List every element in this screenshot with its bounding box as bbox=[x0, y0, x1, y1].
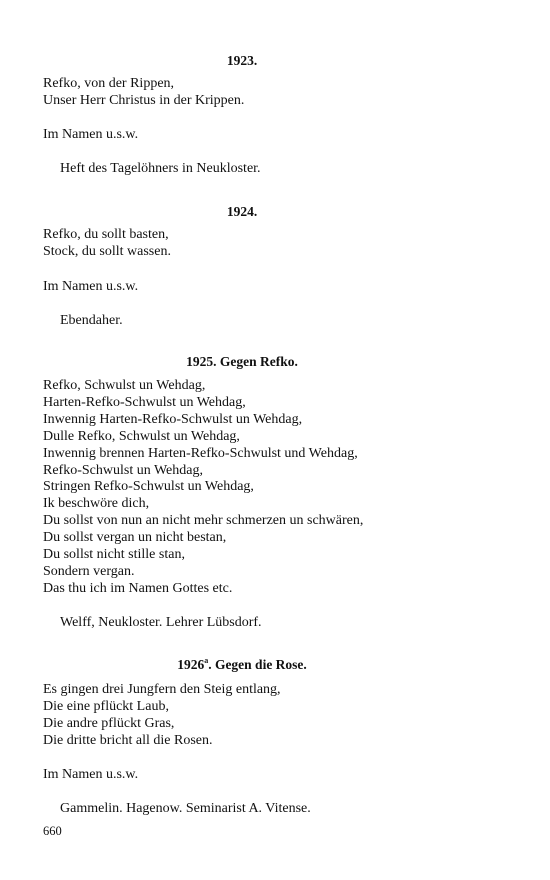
entry-heading-1926a bbox=[0, 656, 484, 673]
source-1924: Ebendaher. bbox=[60, 313, 123, 328]
verse-line: Harten-Refko-Schwulst un Wehdag, bbox=[43, 394, 246, 410]
entry-number: 1923. bbox=[226, 53, 258, 68]
formula-1926a: Im Namen u.s.w. bbox=[43, 767, 139, 782]
verse-line: Stringen Refko-Schwulst un Wehdag, bbox=[43, 479, 254, 495]
verse-line: Sondern vergan. bbox=[43, 563, 135, 579]
page-number: 660 bbox=[43, 824, 62, 838]
verse-line: Du sollst vergan un nicht bestan, bbox=[43, 530, 227, 546]
source-1926a: Gammelin. Hagenow. Seminarist A. Vitense. bbox=[60, 801, 311, 816]
verse-line: Refko-Schwulst un Wehdag, bbox=[43, 462, 203, 478]
verse-line: Du sollst nicht stille stan, bbox=[43, 547, 185, 563]
source-1925: Welff, Neukloster. Lehrer Lübsdorf. bbox=[60, 615, 262, 630]
entry-heading-1925 bbox=[0, 353, 484, 370]
verse-line: Du sollst von nun an nicht mehr schmerzen un schwären, bbox=[43, 513, 364, 529]
verse-line: Unser Herr Christus in der Krippen. bbox=[43, 92, 245, 108]
entry-heading-1924 bbox=[0, 203, 484, 220]
entry-number: 1924. bbox=[226, 204, 258, 219]
formula-1923: Im Namen u.s.w. bbox=[43, 127, 139, 142]
verse-line: Die andre pflückt Gras, bbox=[43, 715, 175, 731]
verse-line: Die eine pflückt Laub, bbox=[43, 698, 169, 714]
verse-line: Das thu ich im Namen Gottes etc. bbox=[43, 580, 233, 596]
verse-line: Ik beschwöre dich, bbox=[43, 496, 150, 512]
entry-number: 1925. bbox=[186, 354, 217, 369]
entry-number-superscript: a bbox=[204, 655, 209, 665]
verse-line: Refko, du sollt basten, bbox=[43, 227, 169, 242]
verse-line: Inwennig brennen Harten-Refko-Schwulst und Wehdag, bbox=[43, 445, 358, 461]
verse-line: Es gingen drei Jungfern den Steig entlang, bbox=[43, 682, 281, 697]
source-1923: Heft des Tagelöhners in Neukloster. bbox=[60, 161, 261, 176]
verse-1923 bbox=[43, 76, 244, 110]
entry-number: 1926 bbox=[177, 657, 205, 672]
verse-line: Refko, von der Rippen, bbox=[43, 76, 175, 91]
verse-1924 bbox=[43, 227, 171, 261]
verse-1926a bbox=[43, 682, 281, 750]
entry-title: Gegen Refko. bbox=[219, 354, 298, 369]
entry-heading-1923 bbox=[0, 52, 484, 69]
verse-line: Inwennig Harten-Refko-Schwulst un Wehdag, bbox=[43, 411, 303, 427]
verse-line: Refko, Schwulst un Wehdag, bbox=[43, 378, 206, 393]
verse-line: Dulle Refko, Schwulst un Wehdag, bbox=[43, 428, 240, 444]
verse-line: Stock, du sollt wassen. bbox=[43, 243, 171, 259]
formula-1924: Im Namen u.s.w. bbox=[43, 279, 139, 294]
verse-line: Die dritte bricht all die Rosen. bbox=[43, 732, 213, 748]
verse-1925 bbox=[43, 378, 363, 598]
entry-title: . Gegen die Rose. bbox=[208, 657, 307, 672]
